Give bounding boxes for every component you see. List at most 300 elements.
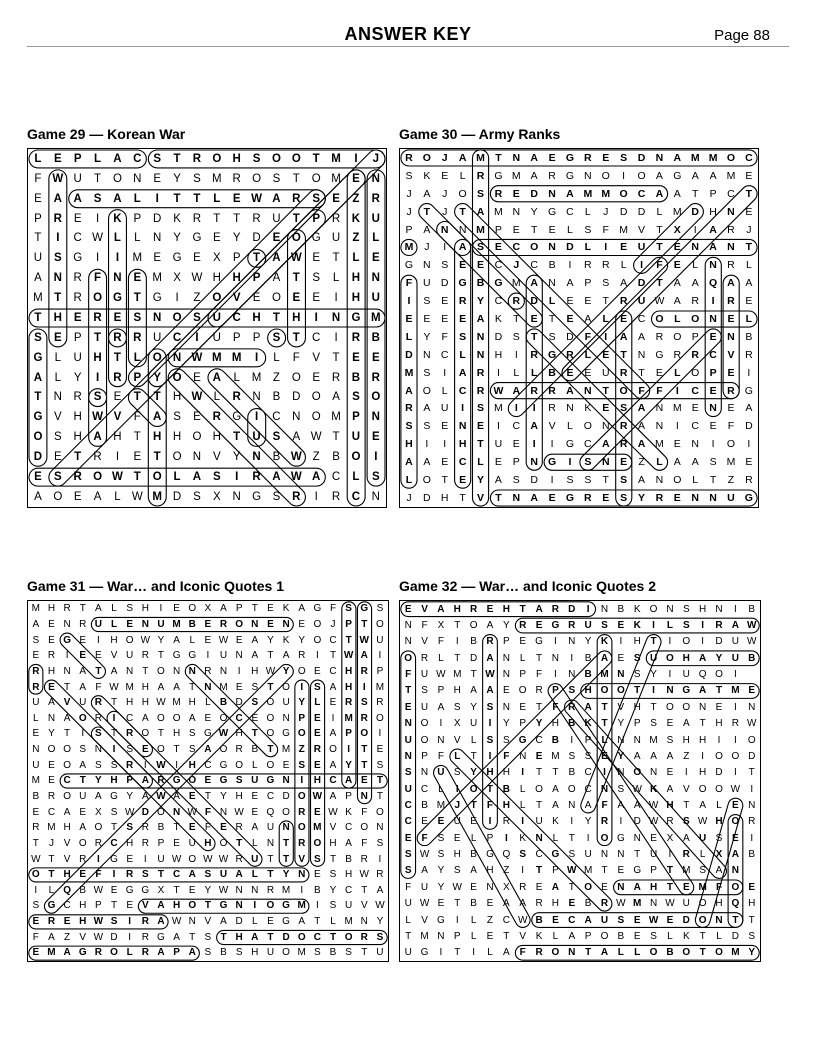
grid-letter: T [94,331,102,344]
grid-letter: H [502,799,510,811]
grid-letter: R [568,701,576,713]
grid-letter: I [143,853,147,865]
grid-letter: O [219,712,228,724]
grid-letter: O [666,701,674,713]
grid-letter: I [112,869,116,881]
grid-letter: N [188,916,196,928]
grid-letter: N [566,402,574,415]
grid-letter: I [550,438,554,451]
grid-letter: N [219,665,228,677]
grid-letter: I [603,767,606,779]
grid-letter: V [421,603,428,615]
grid-letter: O [698,898,707,910]
grid-letter: P [512,456,520,469]
grid-letter: C [727,187,735,200]
grid-letter: S [93,391,102,404]
grid-letter: T [233,212,241,225]
grid-letter: S [633,652,641,664]
grid-letter: H [633,636,641,648]
grid-letter: D [423,491,431,504]
grid-letter: R [727,295,735,308]
grid-letter: T [536,799,543,811]
grid-letter: R [600,816,609,828]
grid-letter: I [331,712,335,724]
grid-letter: H [715,816,723,828]
grid-letter: N [423,348,431,361]
grid-letter: Y [423,330,431,343]
grid-letter: O [110,947,118,959]
grid-letter: D [731,930,739,942]
grid-letter: N [458,420,467,433]
grid-letter: M [511,277,521,290]
grid-letter: W [654,295,665,308]
grid-letter: L [548,295,556,308]
grid-letter: S [110,806,118,818]
grid-letter: M [371,311,381,324]
grid-letter: C [204,759,212,771]
grid-letter: L [584,348,592,361]
grid-letter: E [48,775,55,787]
grid-letter: E [453,832,461,844]
grid-letter: L [133,192,141,205]
grid-letter: U [212,331,221,344]
grid-letter: S [709,456,717,469]
grid-letter: V [63,697,71,709]
grid-letter: A [682,718,690,730]
grid-letter: T [95,665,102,677]
grid-letter: T [253,252,261,265]
grid-letter: S [376,759,384,771]
grid-letter: R [691,295,699,308]
grid-letter: S [620,473,628,486]
grid-letter: A [638,330,646,343]
grid-letter: L [133,351,141,364]
grid-letter: R [405,402,413,415]
grid-letter: L [470,832,477,844]
grid-letter: I [747,366,751,379]
grid-letter: I [554,636,557,648]
grid-letter: R [727,384,735,397]
grid-letter: E [53,331,62,344]
grid-letter: R [748,816,756,828]
grid-letter: F [421,832,428,844]
grid-letter: Z [683,750,690,762]
grid-letter: E [459,312,467,325]
grid-letter: Q [731,898,740,910]
grid-letter: O [726,151,736,164]
grid-letter: E [459,473,467,486]
grid-letter: Z [352,232,360,245]
grid-letter: G [110,853,118,865]
grid-letter: R [715,620,723,632]
grid-letter: G [252,490,262,503]
grid-letter: N [420,767,429,779]
grid-letter: U [423,277,431,290]
grid-letter: F [292,351,300,364]
grid-letter: B [371,331,380,344]
grid-letter: O [649,603,658,615]
grid-letter: R [551,603,560,615]
grid-letter: A [251,650,259,662]
grid-letter: G [547,348,557,361]
grid-letter: H [453,849,461,861]
grid-letter: T [312,152,320,165]
grid-letter: H [73,411,82,424]
grid-letter: T [236,837,243,849]
grid-letter: M [212,172,222,185]
grid-letter: D [153,212,162,225]
grid-letter: X [95,806,102,818]
grid-letter: R [584,491,592,504]
grid-letter: P [345,618,352,630]
grid-letter: O [112,172,122,185]
grid-letter: P [232,331,241,344]
grid-letter: E [312,252,321,265]
grid-letter: O [715,669,723,681]
grid-letter: I [652,685,655,697]
grid-letter: W [191,272,203,285]
grid-letter: R [566,348,574,361]
grid-letter: T [459,491,466,504]
grid-letter: N [32,744,40,756]
grid-letter: H [93,351,102,364]
grid-letter: N [584,384,592,397]
grid-letter: O [157,806,165,818]
grid-letter: H [172,900,181,912]
grid-letter: I [640,259,643,272]
grid-letter: E [748,881,756,893]
grid-letter: G [437,914,445,926]
grid-letter: N [251,884,259,896]
grid-letter: N [512,491,521,504]
grid-letter: U [440,402,449,415]
grid-letter: G [63,634,71,646]
grid-letter: O [235,759,244,771]
grid-letter: B [745,330,753,343]
grid-letter: I [750,832,754,844]
grid-letter: I [155,192,159,205]
grid-letter: T [376,775,383,787]
grid-letter: I [300,681,304,693]
grid-letter: I [378,650,382,662]
grid-letter: D [745,420,753,433]
grid-letter: N [519,750,527,762]
grid-letter: I [668,669,672,681]
grid-letter: R [360,665,368,677]
grid-letter: R [486,636,494,648]
grid-letter: H [141,697,149,709]
grid-letter: E [620,312,628,325]
grid-letter: L [405,330,413,343]
grid-letter: I [496,420,500,433]
grid-letter: K [345,806,352,818]
grid-letter: S [329,900,337,912]
grid-letter: O [747,734,756,746]
grid-letter: R [126,759,134,771]
grid-letter: N [232,490,241,503]
grid-letter: O [726,438,736,451]
grid-letter: A [745,277,753,290]
grid-letter: L [699,849,706,861]
grid-letter: L [205,697,211,709]
grid-letter: S [715,832,723,844]
grid-letter: N [502,669,510,681]
grid-letter: W [697,816,708,828]
grid-letter: A [272,252,281,265]
grid-letter: H [633,701,641,713]
grid-letter: S [405,420,413,433]
grid-letter: I [334,331,338,344]
grid-letter: Y [298,697,306,709]
grid-letter: N [709,259,717,272]
grid-letter: P [437,685,445,697]
grid-letter: U [266,822,275,834]
grid-letter: R [141,947,149,959]
grid-letter: E [173,603,180,615]
grid-letter: T [133,431,141,444]
grid-letter: A [113,152,122,165]
grid-letter: O [469,620,478,632]
grid-letter: D [633,816,641,828]
grid-letter: H [47,603,56,615]
grid-letter: S [650,930,657,942]
grid-letter: I [455,783,459,795]
grid-letter: P [352,411,360,424]
grid-letter: D [637,205,646,218]
grid-letter: I [604,330,608,343]
grid-letter: E [113,391,122,404]
grid-letter: S [584,750,592,762]
grid-letter: T [34,311,42,324]
grid-letter: T [32,837,39,849]
grid-letter: G [282,900,290,912]
grid-letter: O [282,947,290,959]
puzzle-title: Game 29 — Korean War [27,126,186,142]
grid-letter: L [477,456,484,469]
grid-letter: M [47,947,56,959]
grid-letter: L [111,603,117,615]
grid-letter: N [709,312,717,325]
grid-letter: U [584,620,592,632]
grid-letter: N [666,685,674,697]
grid-letter: G [110,791,118,802]
grid-letter: B [748,652,756,664]
grid-letter: R [126,869,134,881]
grid-letter: H [458,438,467,451]
grid-letter: C [235,712,243,724]
grid-letter: V [53,411,62,424]
grid-letter: X [212,490,221,503]
grid-letter: N [530,456,538,469]
grid-letter: N [691,241,699,254]
grid-letter: N [548,277,556,290]
grid-letter: R [673,348,682,361]
grid-letter: E [727,366,735,379]
grid-letter: S [441,259,449,272]
grid-letter: L [459,348,466,361]
grid-letter: W [648,816,659,828]
grid-letter: T [133,292,141,305]
grid-letter: E [441,295,449,308]
grid-letter: O [422,473,431,486]
grid-letter: V [110,650,118,662]
grid-letter: V [141,900,149,912]
grid-letter: C [329,775,337,787]
grid-letter: C [110,837,118,849]
grid-letter: I [711,438,715,451]
grid-letter: E [352,351,360,364]
grid-letter: T [110,900,118,912]
grid-letter: A [79,681,87,693]
grid-letter: I [532,438,536,451]
grid-letter: N [282,712,290,724]
grid-letter: W [375,900,385,912]
grid-letter: O [731,816,740,828]
grid-letter: O [63,759,71,771]
grid-letter: V [548,420,556,433]
grid-letter: O [78,712,87,724]
grid-letter: E [235,681,243,693]
grid-letter: E [459,259,467,272]
grid-letter: E [267,603,274,615]
grid-letter: H [345,665,353,677]
grid-letter: T [405,685,412,697]
grid-letter: T [173,744,180,756]
grid-letter: Y [715,652,723,664]
grid-letter: T [189,681,196,693]
grid-letter: E [727,402,735,415]
grid-letter: B [568,767,576,779]
grid-letter: E [32,916,40,928]
grid-letter: I [488,750,492,762]
grid-letter: A [63,947,71,959]
grid-letter: H [329,837,337,849]
grid-letter: H [153,431,162,444]
grid-letter: F [437,750,444,762]
grid-letter: U [79,791,87,802]
grid-letter: C [512,420,521,433]
grid-letter: Y [748,947,756,959]
grid-letter: M [436,799,446,811]
grid-letter: I [550,473,554,486]
grid-letter: T [477,438,484,451]
grid-letter: I [496,366,500,379]
grid-letter: T [423,205,431,218]
grid-letter: R [94,697,102,709]
grid-letter: N [568,947,576,959]
grid-letter: Z [486,914,494,926]
grid-letter: Y [173,172,181,185]
grid-letter: A [95,791,102,802]
grid-letter: S [617,914,625,926]
grid-letter: A [673,295,681,308]
grid-letter: I [253,900,257,912]
grid-letter: M [31,775,40,787]
grid-letter: N [153,232,162,245]
grid-letter: T [745,187,753,200]
grid-letter: N [437,734,445,746]
grid-letter: P [73,152,82,165]
grid-letter: H [453,603,461,615]
grid-letter: A [298,916,306,928]
grid-letter: I [56,232,60,245]
grid-letter: R [601,259,610,272]
grid-letter: A [486,620,494,632]
grid-letter: L [584,205,591,218]
grid-letter: L [552,930,559,942]
grid-letter: D [530,295,538,308]
grid-letter: S [371,470,380,483]
grid-letter: R [141,650,149,662]
grid-letter: R [619,295,628,308]
grid-letter: H [715,898,723,910]
grid-letter: T [189,931,196,943]
grid-letter: W [93,884,104,896]
grid-letter: S [512,330,520,343]
grid-letter: A [633,799,641,811]
grid-letter: E [110,884,118,896]
grid-letter: U [420,881,429,893]
grid-letter: Y [437,865,445,877]
grid-letter: R [535,898,543,910]
grid-letter: G [682,685,691,697]
grid-letter: A [512,384,521,397]
grid-letter: T [110,697,118,709]
grid-letter: R [47,916,56,928]
grid-letter: B [666,947,674,959]
grid-letter: S [423,420,431,433]
grid-letter: T [153,391,161,404]
grid-letter: A [345,775,353,787]
grid-letter: O [376,712,384,724]
grid-letter: G [112,292,122,305]
grid-letter: S [352,391,360,404]
grid-letter: S [477,402,485,415]
grid-letter: E [48,681,55,693]
grid-letter: L [617,947,624,959]
grid-letter: W [92,411,103,424]
grid-letter: L [454,750,461,762]
grid-letter: E [188,791,196,802]
grid-letter: V [329,822,337,834]
grid-letter: U [453,816,461,828]
grid-letter: Q [502,849,511,861]
grid-letter: O [422,384,431,397]
grid-letter: I [693,223,697,236]
grid-letter: E [32,650,40,662]
grid-letter: S [421,685,428,697]
grid-letter: P [633,718,641,730]
grid-letter: Y [267,634,274,646]
grid-letter: L [567,223,573,236]
grid-letter: A [272,272,281,285]
grid-letter: T [602,384,609,397]
grid-letter: U [251,775,259,787]
grid-letter: S [79,744,87,756]
grid-letter: K [552,816,559,828]
grid-letter: Z [298,744,305,756]
grid-letter: E [673,259,681,272]
grid-letter: F [437,636,444,648]
grid-letter: R [204,665,212,677]
grid-letter: L [692,259,699,272]
grid-letter: U [404,898,412,910]
grid-letter: D [568,603,576,615]
grid-letter: N [649,767,658,779]
grid-letter: P [421,750,428,762]
grid-letter: E [204,712,212,724]
grid-letter: R [94,947,102,959]
